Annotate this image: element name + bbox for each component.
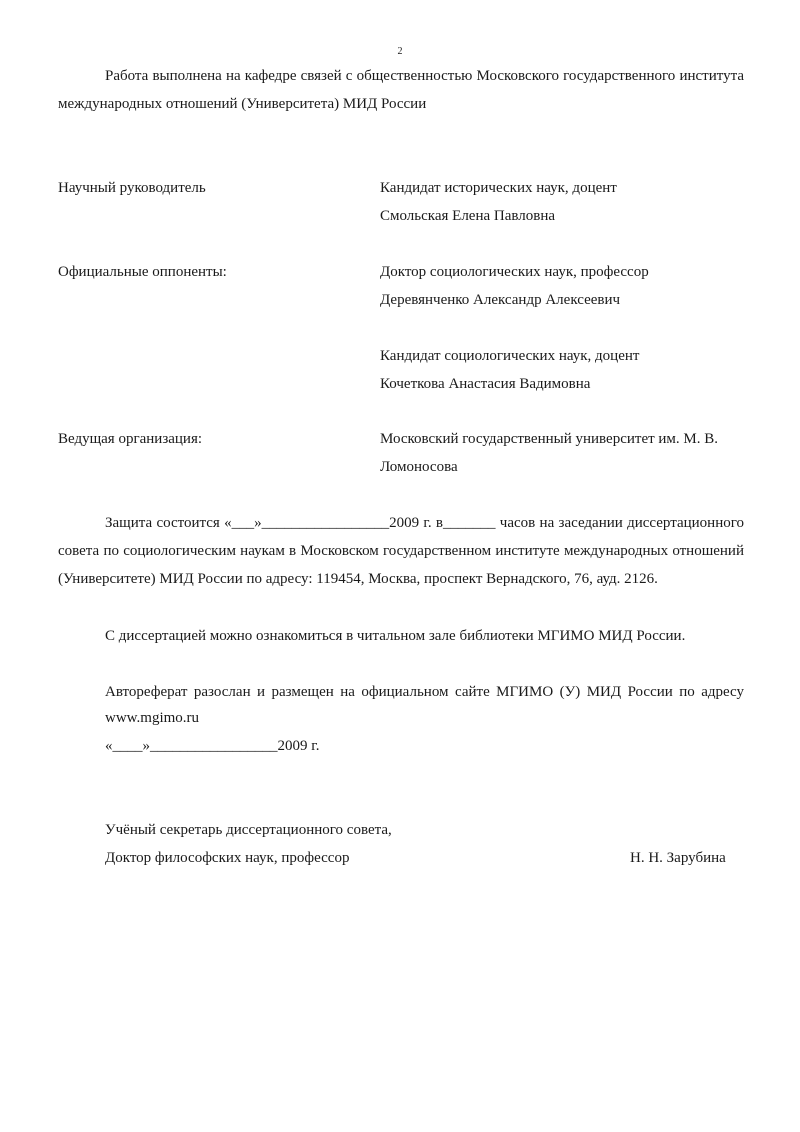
- secretary-line-2: Доктор философских наук, профессор: [105, 850, 350, 866]
- supervisor-title: Кандидат исторических наук, доцент: [380, 180, 617, 196]
- supervisor-name: Смольская Елена Павловна: [380, 208, 556, 224]
- supervisor-label: Научный руководитель: [58, 180, 206, 196]
- intro-line-1: Работа выполнена на кафедре связей с общественностью Московского государственного института: [105, 68, 744, 84]
- opponent-1-title: Доктор социологических наук, профессор: [380, 264, 649, 280]
- abstract-line-1: Автореферат разослан и размещен на официальном сайте МГИМО (У) МИД России по адресу: [105, 684, 744, 700]
- lead-org-label: Ведущая организация:: [58, 431, 203, 447]
- secretary-line-1: Учёный секретарь диссертационного совета,: [105, 822, 392, 838]
- page-number: 2: [397, 46, 403, 57]
- lead-org-line-2: Ломоносова: [380, 459, 458, 475]
- abstract-date: «____»_________________2009 г.: [105, 738, 320, 754]
- opponent-1-name: Деревянченко Александр Алексеевич: [380, 292, 621, 308]
- opponent-2-name: Кочеткова Анастасия Вадимовна: [380, 376, 591, 392]
- defense-line-2: совета по социологическим наукам в Московском государственном институте международных отношений: [58, 543, 744, 559]
- website-url[interactable]: www.mgimo.ru: [105, 710, 200, 726]
- defense-line-1: Защита состоится «___»_________________2009 г. в_______ часов на заседании диссертационного: [105, 515, 744, 531]
- opponent-2-title: Кандидат социологических наук, доцент: [380, 348, 640, 364]
- intro-line-2: международных отношений (Университета) МИД России: [58, 96, 427, 112]
- library-text: С диссертацией можно ознакомиться в читальном зале библиотеки МГИМО МИД России.: [105, 628, 686, 644]
- defense-line-3: (Университете) МИД России по адресу: 119454, Москва, проспект Вернадского, 76, ауд. 2126.: [58, 571, 658, 587]
- secretary-name: Н. Н. Зарубина: [630, 850, 726, 866]
- opponents-label: Официальные оппоненты:: [58, 264, 227, 280]
- lead-org-line-1: Московский государственный университет им. М. В.: [380, 431, 719, 447]
